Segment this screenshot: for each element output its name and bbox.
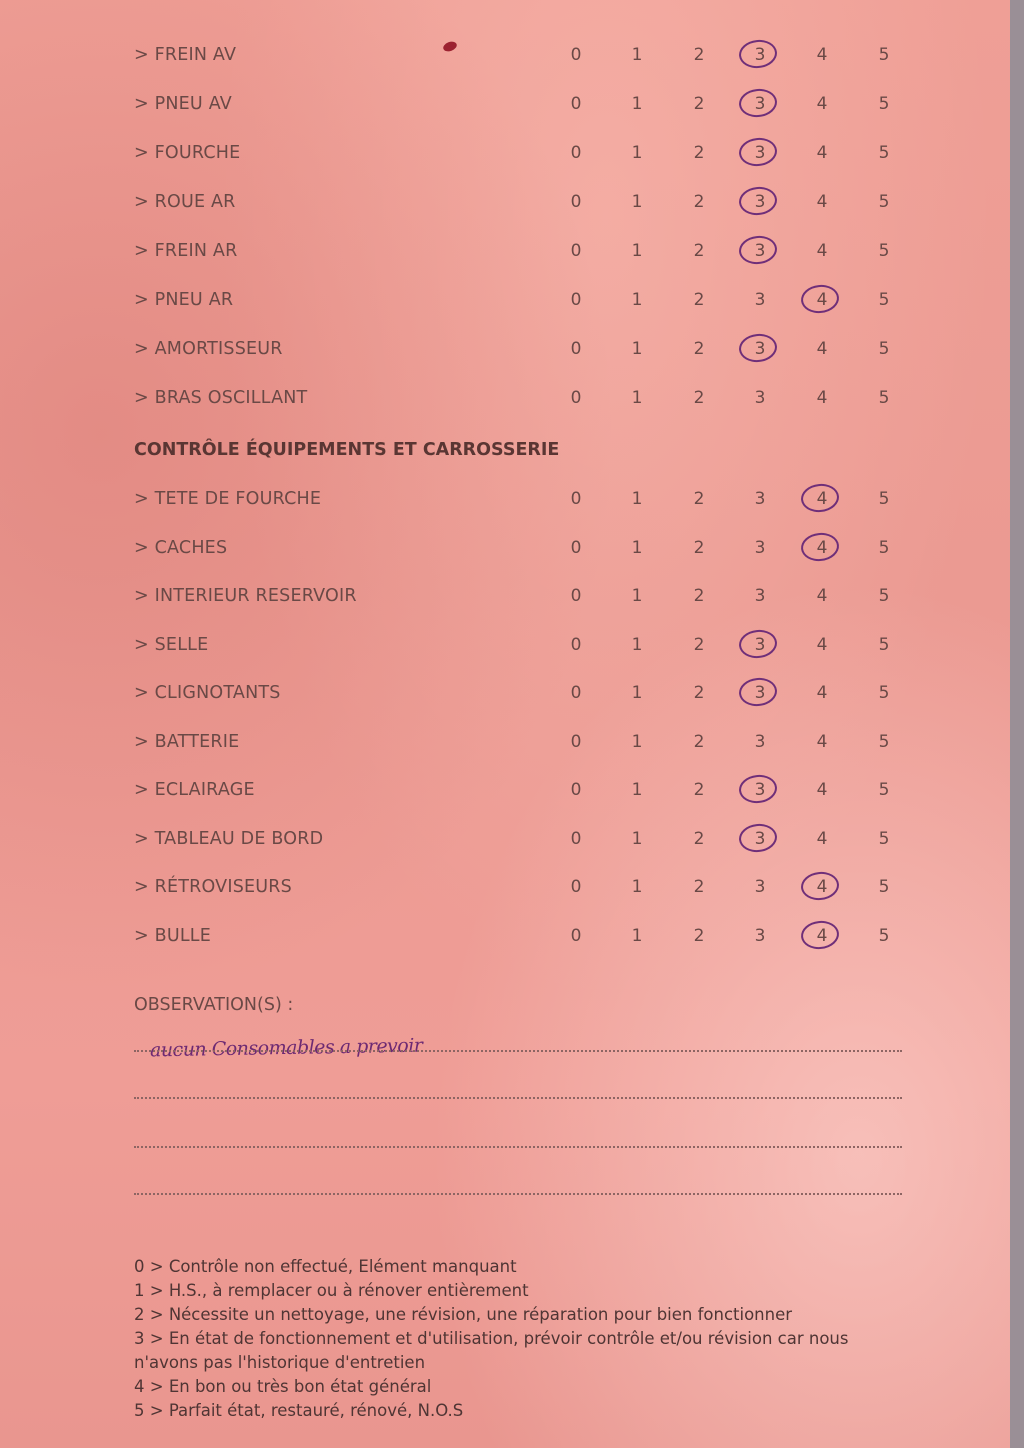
score-option: 3: [754, 388, 766, 408]
legend-line: 2 > Nécessite un nettoyage, une révision, une réparation pour bien fonctionner: [134, 1305, 793, 1324]
selected-score: 3: [745, 334, 775, 364]
rating-row-label: > ECLAIRAGE: [134, 780, 255, 800]
score-option: 2: [693, 241, 705, 261]
rating-row-label: > BATTERIE: [134, 731, 240, 752]
score-option: 5: [878, 45, 890, 65]
rating-row-label: > AMORTISSEUR: [134, 339, 283, 359]
score-option: 2: [693, 45, 705, 65]
selected-score: 3: [745, 40, 775, 70]
score-option: 1: [631, 45, 643, 65]
rating-row: [0, 285, 1010, 315]
selected-score: 4: [807, 285, 837, 315]
score-option: 4: [816, 388, 828, 408]
score-option: 0: [570, 925, 582, 946]
selected-score: 3: [745, 824, 775, 854]
score-option: 2: [693, 586, 705, 606]
selected-score: 4: [807, 533, 837, 563]
score-option: 4: [816, 634, 828, 655]
score-option: 4: [816, 94, 828, 114]
score-option: 2: [693, 877, 705, 897]
score-option: 1: [631, 339, 643, 359]
dotted-line: [134, 1146, 902, 1148]
score-option: 0: [570, 489, 582, 509]
score-option: 3: [754, 537, 766, 558]
score-option: 2: [693, 683, 705, 703]
score-option: 3: [754, 290, 766, 310]
score-option: 4: [816, 192, 828, 212]
score-option: 5: [878, 780, 890, 800]
score-option: 3: [754, 489, 766, 509]
score-option: 3: [754, 731, 766, 752]
score-option: 0: [570, 241, 582, 261]
score-option: 5: [878, 828, 890, 849]
score-option: 4: [816, 586, 828, 606]
score-option: 2: [693, 339, 705, 359]
score-option: 0: [570, 780, 582, 800]
selected-score: 3: [745, 630, 775, 660]
score-option: 2: [693, 634, 705, 655]
score-option: 1: [631, 780, 643, 800]
score-option: 5: [878, 290, 890, 310]
rating-row: [0, 334, 1010, 364]
selected-score: 4: [807, 872, 837, 902]
score-option: 3: [754, 877, 766, 897]
score-option: 5: [878, 537, 890, 558]
legend-line: n'avons pas l'historique d'entretien: [134, 1353, 426, 1372]
score-option: 3: [754, 925, 766, 946]
selected-score: 4: [807, 921, 837, 951]
rating-row: [0, 678, 1010, 708]
score-option: 2: [693, 537, 705, 558]
rating-row: [0, 727, 1010, 757]
rating-row-label: > TABLEAU DE BORD: [134, 828, 324, 849]
score-option: 3: [754, 586, 766, 606]
score-option: 5: [878, 683, 890, 703]
rating-row-label: > BULLE: [134, 925, 211, 946]
score-option: 0: [570, 290, 582, 310]
rating-row-label: > FREIN AR: [134, 241, 238, 261]
score-option: 0: [570, 192, 582, 212]
selected-score: 3: [745, 89, 775, 119]
score-option: 5: [878, 489, 890, 509]
score-option: 1: [631, 586, 643, 606]
rating-row-label: > BRAS OSCILLANT: [134, 388, 308, 408]
score-option: 2: [693, 290, 705, 310]
selected-score: 3: [745, 236, 775, 266]
rating-row-label: > TETE DE FOURCHE: [134, 489, 322, 509]
score-option: 0: [570, 388, 582, 408]
dotted-line: [134, 1097, 902, 1099]
score-option: 2: [693, 925, 705, 946]
rating-row-label: > FREIN AV: [134, 45, 237, 65]
legend-line: 1 > H.S., à remplacer ou à rénover entièrement: [134, 1281, 529, 1300]
score-option: 5: [878, 731, 890, 752]
rating-row-label: > INTERIEUR RESERVOIR: [134, 586, 357, 606]
score-option: 1: [631, 683, 643, 703]
rating-row: [0, 236, 1010, 266]
rating-row: [0, 581, 1010, 611]
score-option: 2: [693, 143, 705, 163]
score-option: 2: [693, 192, 705, 212]
rating-row-label: > ROUE AR: [134, 192, 236, 212]
rating-row: [0, 187, 1010, 217]
score-option: 1: [631, 192, 643, 212]
rating-row-label: > PNEU AV: [134, 94, 232, 114]
observations-title: OBSERVATION(S) :: [134, 995, 294, 1015]
legend-line: 5 > Parfait état, restauré, rénové, N.O.S: [134, 1401, 464, 1420]
rating-row-label: > RÉTROVISEURS: [134, 877, 292, 897]
section-title: CONTRÔLE ÉQUIPEMENTS ET CARROSSERIE: [134, 440, 560, 460]
legend-line: 4 > En bon ou très bon état général: [134, 1377, 432, 1396]
score-option: 1: [631, 731, 643, 752]
score-option: 1: [631, 925, 643, 946]
rating-row-label: > SELLE: [134, 634, 209, 655]
rating-row: [0, 872, 1010, 902]
rating-row: [0, 533, 1010, 563]
score-option: 1: [631, 143, 643, 163]
score-option: 4: [816, 683, 828, 703]
score-option: 4: [816, 339, 828, 359]
score-option: 4: [816, 780, 828, 800]
score-option: 1: [631, 94, 643, 114]
selected-score: 3: [745, 138, 775, 168]
rating-row: [0, 921, 1010, 951]
legend-line: 3 > En état de fonctionnement et d'utilisation, prévoir contrôle et/ou révision car nous: [134, 1329, 849, 1348]
rating-row: [0, 775, 1010, 805]
rating-row-label: > CLIGNOTANTS: [134, 683, 281, 703]
score-option: 0: [570, 537, 582, 558]
score-option: 1: [631, 634, 643, 655]
score-option: 4: [816, 731, 828, 752]
score-option: 0: [570, 683, 582, 703]
rating-row: [0, 138, 1010, 168]
rating-row: [0, 484, 1010, 514]
score-option: 2: [693, 388, 705, 408]
selected-score: 3: [745, 678, 775, 708]
score-option: 1: [631, 241, 643, 261]
score-option: 0: [570, 586, 582, 606]
rating-row: [0, 40, 1010, 70]
rating-row: [0, 383, 1010, 413]
rating-row: [0, 630, 1010, 660]
handwritten-observation: aucun Consomables a prevoir: [149, 1034, 423, 1062]
score-option: 5: [878, 634, 890, 655]
score-option: 2: [693, 780, 705, 800]
legend: [134, 1255, 894, 1423]
score-option: 4: [816, 143, 828, 163]
selected-score: 3: [745, 775, 775, 805]
score-option: 0: [570, 143, 582, 163]
rating-row-label: > FOURCHE: [134, 143, 241, 163]
score-option: 2: [693, 94, 705, 114]
score-option: 1: [631, 290, 643, 310]
score-option: 1: [631, 537, 643, 558]
rating-row: [0, 824, 1010, 854]
score-option: 4: [816, 828, 828, 849]
score-option: 5: [878, 241, 890, 261]
score-option: 1: [631, 388, 643, 408]
score-option: 0: [570, 828, 582, 849]
score-option: 4: [816, 241, 828, 261]
rating-row-label: > CACHES: [134, 537, 228, 558]
score-option: 1: [631, 828, 643, 849]
rating-row: [0, 89, 1010, 119]
dotted-line: [134, 1193, 902, 1195]
legend-line: 0 > Contrôle non effectué, Elément manquant: [134, 1257, 517, 1276]
score-option: 2: [693, 489, 705, 509]
score-option: 0: [570, 339, 582, 359]
score-option: 5: [878, 925, 890, 946]
score-option: 5: [878, 94, 890, 114]
score-option: 5: [878, 388, 890, 408]
score-option: 0: [570, 94, 582, 114]
score-option: 5: [878, 877, 890, 897]
score-option: 5: [878, 339, 890, 359]
rating-row-label: > PNEU AR: [134, 290, 234, 310]
score-option: 1: [631, 877, 643, 897]
score-option: 1: [631, 489, 643, 509]
score-option: 2: [693, 731, 705, 752]
score-option: 5: [878, 192, 890, 212]
score-option: 4: [816, 45, 828, 65]
score-option: 0: [570, 45, 582, 65]
selected-score: 3: [745, 187, 775, 217]
score-option: 5: [878, 586, 890, 606]
score-option: 0: [570, 634, 582, 655]
selected-score: 4: [807, 484, 837, 514]
score-option: 2: [693, 828, 705, 849]
dotted-line: [134, 1050, 902, 1052]
score-option: 0: [570, 731, 582, 752]
score-option: 5: [878, 143, 890, 163]
score-option: 0: [570, 877, 582, 897]
